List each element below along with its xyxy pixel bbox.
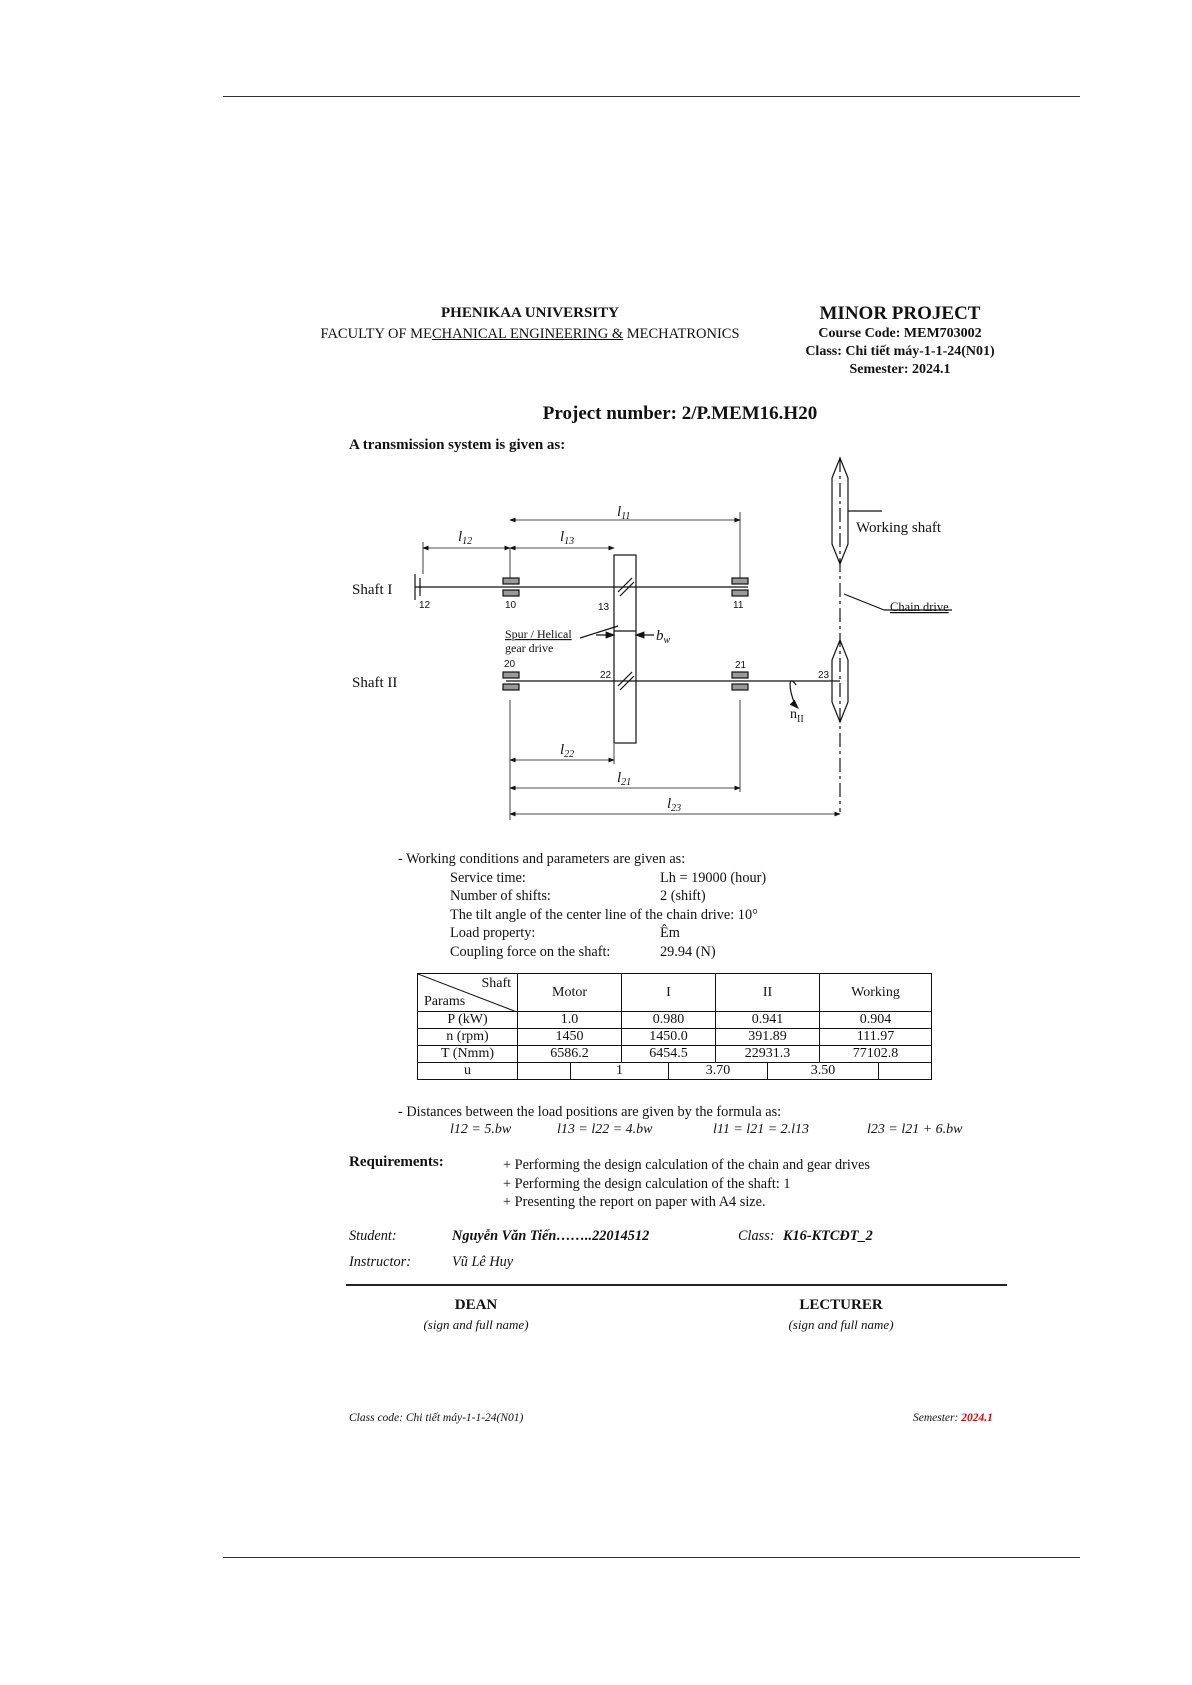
student-info [349, 1228, 1009, 1272]
svg-text:l22: $l_{22}$ [560, 742, 575, 760]
list-item: + Performing the design calculation of the chain and gear drives [503, 1157, 870, 1173]
working-conditions: - Working conditions and parameters are given as: Service time: Lh = 19000 (hour) Number of shifts: 2 (shift) The tilt angle of the center line of the chain drive: 10° Load property: Êm Coupling force on the shaft: 29.94 (N) [398, 851, 767, 960]
distances-heading: - Distances between the load positions are given by the formula as: [398, 1104, 782, 1120]
table-corner-cell: Shaft Params [418, 974, 518, 1012]
svg-text:13: 13 [598, 602, 610, 613]
gear-drive-label-1: Spur / Helical [505, 627, 572, 641]
transmission-diagram [340, 455, 980, 835]
svg-text:11: 11 [733, 600, 744, 611]
footer-class-code: Class code: Chi tiết máy-1-1-24(N01) [349, 1412, 524, 1424]
svg-text:20: 20 [504, 659, 516, 670]
lecturer-signature: LECTURER (sign and full name) [788, 1297, 894, 1332]
svg-text:l21: $l_{21}$ [617, 770, 632, 788]
faculty-name: FACULTY OF MECHANICAL ENGINEERING & MECHATRONICS [320, 326, 740, 342]
requirements-label: Requirements: [349, 1154, 444, 1170]
class-label: Class: [738, 1228, 775, 1244]
dean-signature: DEAN (sign and full name) [423, 1297, 529, 1332]
svg-text:l23: $l_{23}$ [667, 796, 682, 814]
project-title: MINOR PROJECT [819, 303, 981, 324]
gear-drive-label-2: gear drive [505, 641, 554, 655]
top-rule [223, 96, 1080, 97]
project-info-block [770, 303, 1030, 379]
shaft-1-label: Shaft I [352, 582, 393, 598]
project-number: Project number: 2/P.MEM16.H20 [542, 403, 818, 424]
university-name: PHENIKAA UNIVERSITY [441, 305, 619, 321]
list-item: + Presenting the report on paper with A4 size. [503, 1194, 766, 1210]
requirements-list [503, 1156, 870, 1212]
svg-text:22: 22 [600, 670, 612, 681]
svg-text:l12: $l_{12}$ [458, 529, 473, 547]
bottom-rule [223, 1557, 1080, 1558]
bw-label: $b_w$ [656, 628, 671, 646]
svg-text:23: 23 [818, 670, 830, 681]
col-header: Motor [518, 974, 622, 1012]
student-label: Student: [349, 1228, 397, 1244]
col-header: Working [820, 974, 932, 1012]
svg-text:12: 12 [419, 600, 431, 611]
shaft-2-label: Shaft II [352, 675, 398, 691]
table-row-u: u 1 3.70 3.50 [418, 1063, 932, 1080]
divider [346, 1284, 1007, 1286]
conditions-heading: - Working conditions and parameters are given as: [398, 851, 686, 867]
nII-label: $n_{II}$ [790, 707, 804, 725]
table-row: P (kW) 1.0 0.980 0.941 0.904 [418, 1012, 932, 1029]
col-header: II [716, 974, 820, 1012]
footer-semester: Semester: 2024.1 [913, 1412, 993, 1424]
course-code: Course Code: MEM703002 [818, 326, 982, 341]
instructor-label: Instructor: [349, 1254, 411, 1270]
svg-text:10: 10 [505, 600, 517, 611]
svg-text:l11: $l_{11}$ [617, 504, 631, 522]
distance-formulas: l12 = 5.bw l13 = l22 = 4.bw l11 = l21 = 2.l13 l23 = l21 + 6.bw [450, 1122, 963, 1137]
col-header: I [622, 974, 716, 1012]
parameters-table [417, 973, 932, 1080]
chain-drive-label: Chain drive [890, 600, 949, 614]
working-shaft-label: Working shaft [856, 520, 942, 536]
list-item: + Performing the design calculation of the shaft: 1 [503, 1175, 791, 1192]
svg-text:l13: $l_{13}$ [560, 529, 575, 547]
table-row: T (Nmm) 6586.2 6454.5 22931.3 77102.8 [418, 1046, 932, 1063]
class-code: Class: Chi tiết máy-1-1-24(N01) [805, 344, 995, 359]
instructor-name: Vũ Lê Huy [452, 1254, 514, 1270]
semester: Semester: 2024.1 [849, 362, 951, 377]
svg-text:21: 21 [735, 660, 747, 671]
table-row: n (rpm) 1450 1450.0 391.89 111.97 [418, 1029, 932, 1046]
class-value: K16-KTCĐT_2 [783, 1228, 873, 1244]
intro-text: A transmission system is given as: [349, 437, 566, 453]
university-block [300, 305, 760, 343]
student-name: Nguyễn Văn Tiến……..22014512 [452, 1228, 650, 1244]
